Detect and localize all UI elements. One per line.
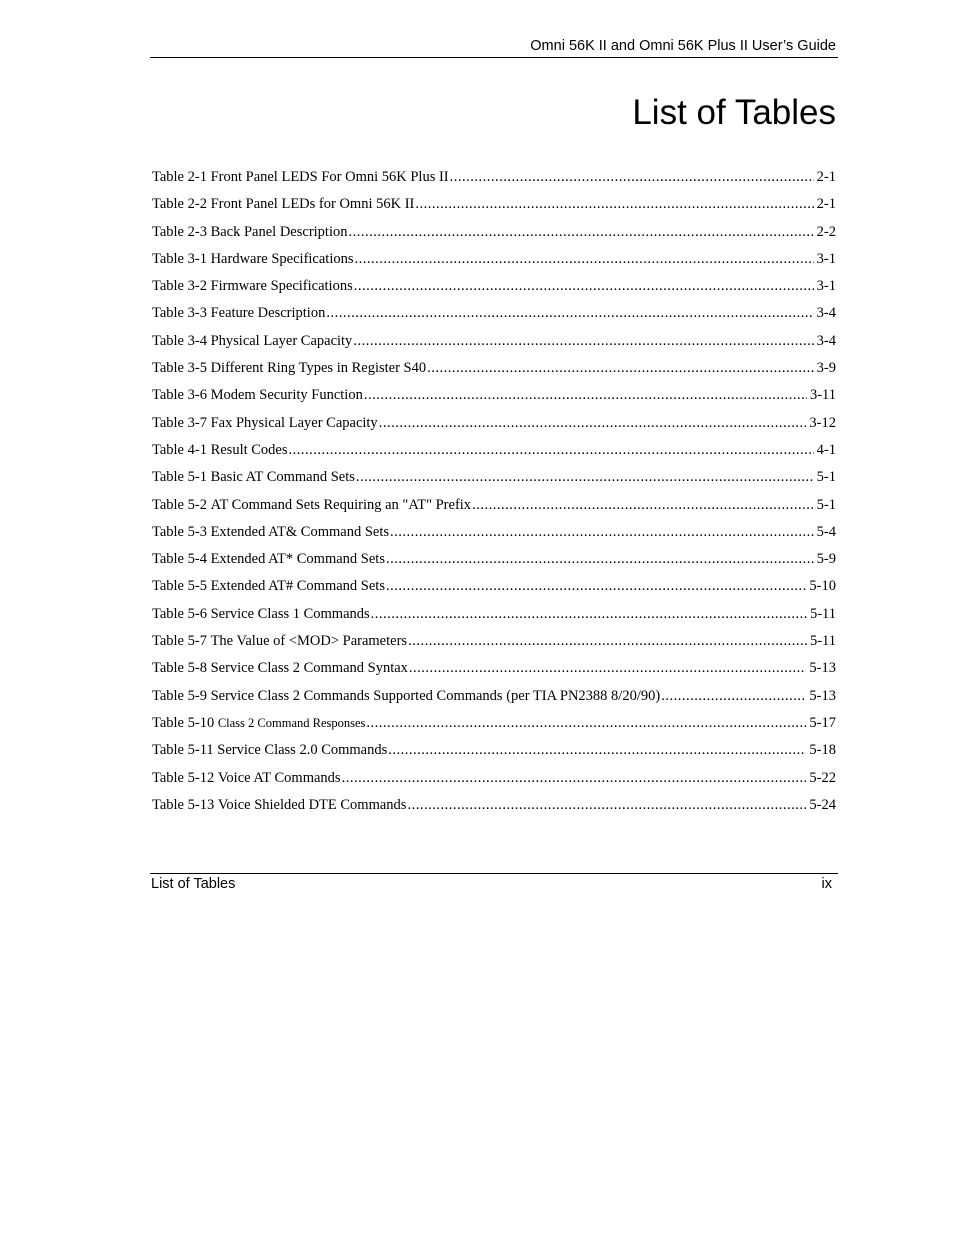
toc-entry-title: Feature Description [210, 305, 326, 322]
running-header: Omni 56K II and Omni 56K Plus II User’s Guide [530, 38, 836, 54]
dot-leader [408, 633, 807, 650]
toc-entry-page: 2-2 [816, 223, 836, 240]
dot-leader [356, 469, 814, 486]
toc-entry[interactable] [152, 415, 836, 442]
dot-leader [353, 333, 813, 350]
toc-entry-title: Basic AT Command Sets [210, 469, 355, 486]
dot-leader [390, 524, 814, 541]
dot-leader [354, 278, 814, 295]
toc-entry-label: Table 3-4 [152, 332, 207, 349]
toc-entry-title: Extended AT& Command Sets [210, 523, 389, 540]
toc-entry[interactable] [152, 305, 836, 332]
dot-leader [379, 415, 807, 432]
toc-entry[interactable] [152, 196, 836, 223]
toc-entry-title: Front Panel LEDS For Omni 56K Plus II [210, 169, 449, 185]
dot-leader [661, 688, 806, 705]
toc-entry-label: Table 3-6 [152, 387, 207, 404]
list-of-tables [152, 169, 836, 824]
toc-entry-title: Extended AT# Command Sets [210, 578, 385, 595]
toc-entry-title: Service Class 2.0 Commands [217, 742, 388, 759]
toc-entry[interactable] [152, 442, 836, 469]
toc-entry-page: 4-1 [816, 441, 836, 458]
toc-entry-label: Table 5-10 [152, 714, 215, 731]
toc-entry-label: Table 5-8 [152, 660, 207, 677]
toc-entry[interactable] [152, 770, 836, 797]
toc-entry[interactable] [152, 551, 836, 578]
toc-entry-title: Service Class 2 Commands Supported Commands (per TIA PN2388 8/20/90) [210, 687, 661, 704]
toc-entry-page: 3-12 [809, 414, 836, 431]
dot-leader [355, 251, 814, 268]
toc-entry-title: Voice Shielded DTE Commands [217, 796, 407, 813]
toc-entry-page: 5-1 [816, 496, 836, 513]
dot-leader [409, 660, 806, 677]
dot-leader [450, 169, 814, 186]
toc-entry-title: The Value of <MOD> Parameters [210, 633, 408, 650]
toc-entry-label: Table 2-3 [152, 223, 207, 240]
toc-entry[interactable] [152, 333, 836, 360]
toc-entry-title: Back Panel Description [210, 223, 348, 240]
toc-entry-label: Table 3-7 [152, 414, 207, 431]
footer-page-number: ix [821, 876, 832, 892]
dot-leader [349, 224, 814, 241]
toc-entry-label: Table 2-2 [152, 196, 207, 213]
toc-entry-label: Table 5-11 [152, 742, 214, 759]
toc-entry-page: 5-13 [809, 660, 836, 677]
toc-entry-label: Table 5-9 [152, 687, 207, 704]
toc-entry-page: 3-4 [816, 332, 836, 349]
dot-leader [427, 360, 814, 377]
toc-entry[interactable] [152, 387, 836, 414]
dot-leader [364, 387, 807, 404]
dot-leader [366, 715, 806, 732]
dot-leader [371, 606, 807, 623]
dot-leader [388, 742, 806, 759]
header-rule [150, 57, 838, 58]
toc-entry-label: Table 2-1 [152, 169, 207, 185]
dot-leader [386, 578, 806, 595]
toc-entry-label: Table 5-4 [152, 551, 207, 568]
dot-leader [472, 497, 814, 514]
toc-entry-label: Table 3-5 [152, 360, 207, 377]
page-title: List of Tables [632, 93, 836, 132]
toc-entry-page: 5-4 [816, 523, 836, 540]
toc-entry-page: 5-17 [809, 714, 836, 731]
toc-entry-title: Class 2 Command Responses [217, 715, 366, 730]
toc-entry-page: 5-22 [809, 769, 836, 786]
toc-entry-title: Voice AT Commands [217, 769, 341, 786]
toc-entry[interactable] [152, 169, 836, 196]
toc-entry-title: Result Codes [210, 441, 288, 458]
toc-entry[interactable] [152, 251, 836, 278]
toc-entry-title: Extended AT* Command Sets [210, 551, 385, 568]
toc-entry-label: Table 3-2 [152, 278, 207, 295]
toc-entry-label: Table 3-1 [152, 250, 207, 267]
toc-entry-label: Table 5-5 [152, 578, 207, 595]
toc-entry-title: Hardware Specifications [210, 250, 354, 267]
toc-entry[interactable] [152, 469, 836, 496]
toc-entry-page: 5-11 [809, 605, 836, 622]
toc-entry-title: Service Class 2 Command Syntax [210, 660, 408, 677]
toc-entry[interactable] [152, 497, 836, 524]
footer-rule [150, 873, 838, 874]
dot-leader [326, 305, 813, 322]
toc-entry-title: Physical Layer Capacity [210, 332, 353, 349]
toc-entry[interactable] [152, 715, 836, 742]
toc-entry-label: Table 5-2 [152, 496, 207, 513]
toc-entry[interactable] [152, 797, 836, 824]
toc-entry-label: Table 5-12 [152, 769, 215, 786]
dot-leader [289, 442, 814, 459]
toc-entry-label: Table 5-13 [152, 796, 215, 813]
toc-entry-title: Fax Physical Layer Capacity [210, 414, 378, 431]
toc-entry-label: Table 4-1 [152, 441, 207, 458]
toc-entry-page: 5-9 [816, 551, 836, 568]
toc-entry-page: 2-1 [816, 196, 836, 213]
toc-entry-title: AT Command Sets Requiring an "AT" Prefix [210, 496, 472, 513]
toc-entry-page: 5-11 [809, 633, 836, 650]
toc-entry[interactable] [152, 578, 836, 605]
dot-leader [407, 797, 806, 814]
toc-entry[interactable] [152, 633, 836, 660]
toc-entry-page: 2-1 [816, 169, 836, 185]
toc-entry-title: Modem Security Function [210, 387, 363, 404]
toc-entry[interactable] [152, 606, 836, 633]
toc-entry-page: 3-1 [816, 278, 836, 295]
toc-entry-page: 3-4 [816, 305, 836, 322]
toc-entry-page: 3-9 [816, 360, 836, 377]
toc-entry-page: 5-24 [809, 796, 836, 813]
dot-leader [415, 196, 813, 213]
toc-entry-title: Different Ring Types in Register S40 [210, 360, 427, 377]
toc-entry-title: Firmware Specifications [210, 278, 353, 295]
toc-entry-label: Table 5-7 [152, 633, 207, 650]
toc-entry-label: Table 5-1 [152, 469, 207, 486]
toc-entry-label: Table 5-3 [152, 523, 207, 540]
toc-entry-page: 5-1 [816, 469, 836, 486]
toc-entry[interactable] [152, 278, 836, 305]
toc-entry-page: 5-10 [809, 578, 836, 595]
dot-leader [386, 551, 814, 568]
toc-entry[interactable] [152, 524, 836, 551]
toc-entry-label: Table 5-6 [152, 605, 207, 622]
toc-entry[interactable] [152, 688, 836, 715]
toc-entry[interactable] [152, 742, 836, 769]
toc-entry-page: 3-11 [809, 387, 836, 404]
toc-entry[interactable] [152, 360, 836, 387]
toc-entry-title: Front Panel LEDs for Omni 56K II [210, 196, 415, 213]
toc-entry[interactable] [152, 660, 836, 687]
toc-entry-page: 5-13 [809, 687, 836, 704]
toc-entry-title: Service Class 1 Commands [210, 605, 370, 622]
toc-entry-page: 3-1 [816, 250, 836, 267]
toc-entry-page: 5-18 [809, 742, 836, 759]
toc-entry[interactable] [152, 224, 836, 251]
dot-leader [342, 770, 807, 787]
footer-section-title: List of Tables [151, 876, 236, 892]
toc-entry-label: Table 3-3 [152, 305, 207, 322]
